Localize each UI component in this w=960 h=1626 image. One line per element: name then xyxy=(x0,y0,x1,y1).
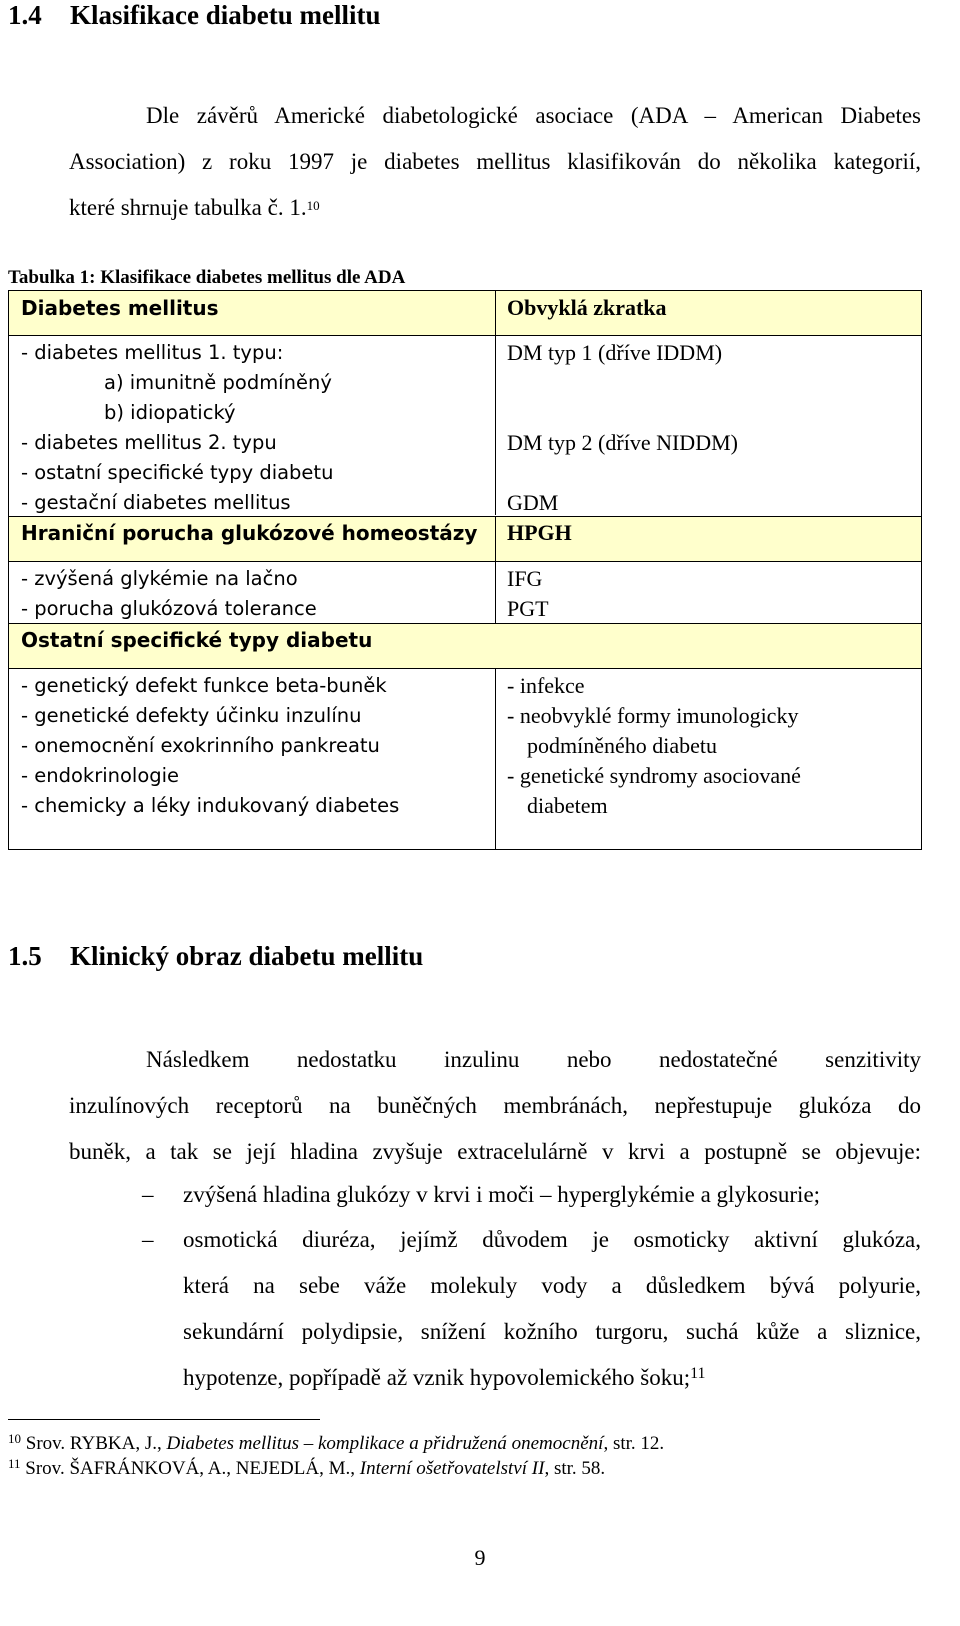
paragraph-line: Následkem nedostatku inzulinu nebo nedostatečné senzitivity xyxy=(146,1047,921,1072)
bullet-dash: – xyxy=(142,1182,154,1207)
classification-table xyxy=(8,290,922,850)
section-heading-1-5 xyxy=(8,941,423,972)
paragraph-line: Dle závěrů Americké diabetologické asociace (ADA – American Diabetes xyxy=(146,103,921,128)
column-divider xyxy=(495,668,496,850)
cell-line: - neobvyklé formy imunologicky xyxy=(507,703,799,728)
column-divider xyxy=(495,291,496,515)
footnote-title: Interní ošetřovatelství II xyxy=(359,1458,545,1479)
header-left: Diabetes mellitus xyxy=(21,296,219,320)
section-number: 1.5 xyxy=(8,941,42,971)
cell-line: - ostatní specifické typy diabetu xyxy=(21,461,334,484)
paragraph-line: inzulínových receptorů na buněčných membránách, nepřestupuje glukóza do xyxy=(69,1093,921,1118)
cell-line: - genetický defekt funkce beta-buněk xyxy=(21,674,387,697)
cell-line: b) idiopatický xyxy=(104,401,236,424)
section-number: 1.4 xyxy=(8,0,42,30)
hpgh-right: HPGH xyxy=(507,520,572,545)
cell-line: DM typ 1 (dříve IDDM) xyxy=(507,340,723,365)
cell-line: diabetem xyxy=(527,793,608,818)
cell-line: - genetické defekty účinku inzulínu xyxy=(21,704,362,727)
cell-line: - onemocnění exokrinního pankreatu xyxy=(21,734,380,757)
column-divider xyxy=(495,516,496,623)
footnote-ref: 10 xyxy=(306,198,320,213)
bullet-line: osmotická diuréza, jejímž důvodem je osmoticky aktivní glukóza, xyxy=(183,1227,921,1252)
cell-line: - chemicky a léky indukovaný diabetes xyxy=(21,794,400,817)
footnote-ref: 11 xyxy=(690,1365,706,1382)
cell-line: - porucha glukózová tolerance xyxy=(21,597,317,620)
bullet-line: sekundární polydipsie, snížení kožního turgoru, suchá kůže a sliznice, xyxy=(183,1319,921,1344)
section-heading-1-4 xyxy=(8,0,381,31)
page-number: 9 xyxy=(474,1545,486,1570)
bullet-line: hypotenze, popřípadě až vznik hypovolemického šoku;$^{11}$ xyxy=(183,1365,706,1390)
footnote-10: $^{10}$ Srov. RYBKA, J., Diabetes mellitus – komplikace a přidružená onemocnění, str. 12. xyxy=(8,1431,665,1454)
cell-line: podmíněného diabetu xyxy=(527,733,718,758)
cell-line: DM typ 2 (dříve NIDDM) xyxy=(507,430,738,455)
cell-line: - endokrinologie xyxy=(21,764,180,787)
clinical-paragraph xyxy=(69,1037,921,1175)
bullet-item xyxy=(183,1217,921,1401)
paragraph-line: Association) z roku 1997 je diabetes mellitus klasifikován do několika kategorií, xyxy=(69,149,921,174)
section-title: Klasifikace diabetu mellitu xyxy=(70,0,381,30)
footnote-number: 11 xyxy=(8,1456,21,1471)
paragraph-line: které shrnuje tabulka č. 1.10 xyxy=(69,195,320,220)
footnote-number: 10 xyxy=(8,1431,21,1446)
header-right: Obvyklá zkratka xyxy=(507,295,667,320)
cell-line: - diabetes mellitus 2. typu xyxy=(21,431,277,454)
intro-paragraph xyxy=(69,93,921,231)
footnote-11: $^{11}$ Srov. ŠAFRÁNKOVÁ, A., NEJEDLÁ, M., Interní ošetřovatelství II, str. 58. xyxy=(8,1456,606,1479)
cell-line: a) imunitně podmíněný xyxy=(104,371,332,394)
hpgh-left: Hraniční porucha glukózové homeostázy xyxy=(21,521,478,545)
section-title: Klinický obraz diabetu mellitu xyxy=(70,941,424,971)
paragraph-line: buněk, a tak se její hladina zvyšuje extracelulárně v krvi a postupně se objevuje: xyxy=(69,1139,921,1164)
bullet-line: která na sebe váže molekuly vody a důsledkem bývá polyurie, xyxy=(183,1273,921,1298)
cell-line: - gestační diabetes mellitus xyxy=(21,491,291,514)
cell-line: PGT xyxy=(507,596,549,621)
footnote-rule xyxy=(8,1419,320,1420)
cell-line: - diabetes mellitus 1. typu: xyxy=(21,341,284,364)
cell-line: - genetické syndromy asociované xyxy=(507,763,801,788)
cell-line: GDM xyxy=(507,490,559,515)
footnote-title: Diabetes mellitus – komplikace a přidružená onemocnění xyxy=(166,1433,604,1454)
bullet-dash: – xyxy=(142,1227,154,1252)
table-caption: Tabulka 1: Klasifikace diabetes mellitus dle ADA xyxy=(8,267,406,288)
bullet-item: zvýšená hladina glukózy v krvi i moči – hyperglykémie a glykosurie; xyxy=(183,1182,821,1207)
cell-line: - zvýšená glykémie na lačno xyxy=(21,567,298,590)
other-header: Ostatní specifické typy diabetu xyxy=(21,628,373,652)
cell-line: - infekce xyxy=(507,673,585,698)
cell-line: IFG xyxy=(507,566,543,591)
